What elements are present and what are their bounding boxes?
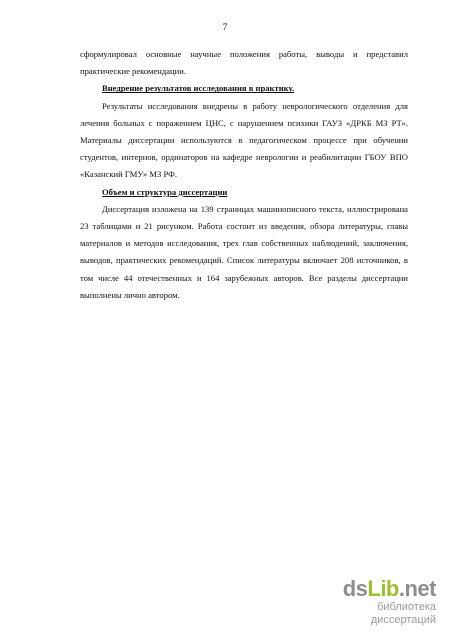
logo-prefix: ds bbox=[342, 576, 368, 601]
structure-heading-text: Объем и структура диссертации bbox=[102, 186, 228, 197]
section-heading-structure bbox=[80, 184, 408, 201]
dslib-watermark bbox=[316, 577, 436, 627]
implementation-heading-text: Внедрение результатов исследования в практику. bbox=[102, 83, 295, 94]
document-body bbox=[80, 46, 408, 304]
implementation-paragraph: Результаты исследования внедрены в работу неврологического отделения для лечения больных с поражением ЦНС, с нарушением психики ГАУЗ «ДРКБ МЗ РТ». Материалы диссертации используются в педагогическом процессе при обучении студентов, интернов, ординаторов на кафедре неврологии и реабилитации ГБОУ ВПО «Казанский ГМУ» МЗ РФ. bbox=[80, 100, 408, 180]
dslib-tagline: библиотека диссертаций bbox=[370, 601, 436, 626]
logo-suffix: .net bbox=[398, 576, 436, 601]
dslib-logo bbox=[316, 577, 436, 601]
structure-paragraph: Диссертация изложена на 139 страницах машинописного текста, иллюстрирована 23 таблицами и 21 рисунком. Работа состоит из введения, обзора литературы, главы материалов и методов исследования, трех глав собственных наблюдений, заключения, выводов, практических рекомендаций. Список литературы включает 208 источников, в том числе 44 отечественных и 164 зарубежных авторов. Все разделы диссертации выполнены лично автором. bbox=[80, 203, 408, 300]
continuation-paragraph: сформулировал основные научные положения работы, выводы и представил практические рекомендации. bbox=[80, 49, 408, 77]
page-number: 7 bbox=[222, 23, 228, 33]
section-heading-implementation bbox=[80, 80, 408, 97]
logo-accent: Lib bbox=[367, 576, 399, 601]
